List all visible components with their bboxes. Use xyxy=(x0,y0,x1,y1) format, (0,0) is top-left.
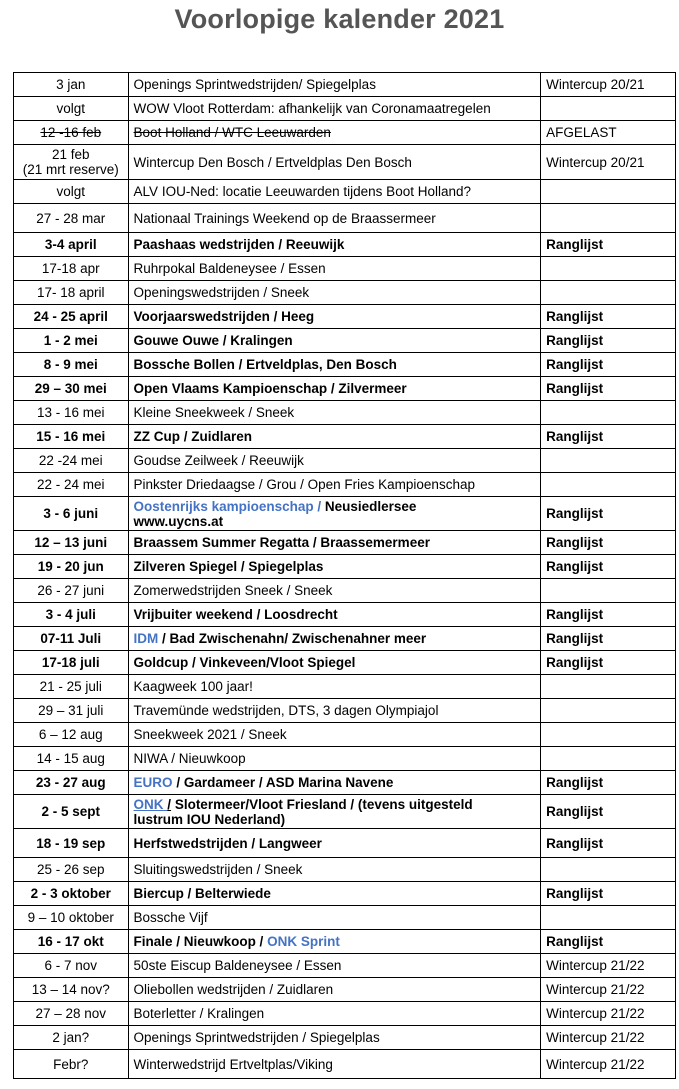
event-category: Ranglijst xyxy=(541,497,676,531)
event-date: 2 jan? xyxy=(14,1026,129,1050)
event-date: 27 - 28 mar xyxy=(14,204,129,233)
event-name xyxy=(128,699,541,723)
event-category: Ranglijst xyxy=(541,627,676,651)
table-row xyxy=(14,353,676,377)
event-name xyxy=(128,906,541,930)
event-name xyxy=(128,930,541,954)
event-name-segment: Finale / Nieuwkoop / xyxy=(133,934,268,949)
event-date: 07-11 Juli xyxy=(14,627,129,651)
table-row xyxy=(14,180,676,204)
event-category: Ranglijst xyxy=(541,795,676,829)
table-row xyxy=(14,978,676,1002)
table-row xyxy=(14,906,676,930)
event-category: Ranglijst xyxy=(541,305,676,329)
event-name xyxy=(128,579,541,603)
table-row xyxy=(14,603,676,627)
event-name xyxy=(128,531,541,555)
event-date: 13 - 16 mei xyxy=(14,401,129,425)
event-name-segment: Kaagweek 100 jaar! xyxy=(133,679,253,694)
table-row xyxy=(14,1002,676,1026)
event-date: 17-18 juli xyxy=(14,651,129,675)
event-category xyxy=(541,180,676,204)
event-category xyxy=(541,675,676,699)
event-date: volgt xyxy=(14,97,129,121)
event-category: Ranglijst xyxy=(541,555,676,579)
event-name-segment: ZZ Cup / Zuidlaren xyxy=(133,429,253,444)
event-name xyxy=(128,233,541,257)
event-name xyxy=(128,795,541,829)
event-category: Ranglijst xyxy=(541,829,676,858)
event-name xyxy=(128,1002,541,1026)
event-date: 8 - 9 mei xyxy=(14,353,129,377)
table-row xyxy=(14,257,676,281)
event-name-segment: Zomerwedstrijden Sneek / Sneek xyxy=(133,583,333,598)
event-name-segment: Oostenrijks kampioenschap / xyxy=(133,498,325,514)
event-category: Ranglijst xyxy=(541,531,676,555)
event-name-segment: Open Vlaams Kampioenschap / Zilvermeer xyxy=(133,381,407,396)
event-name xyxy=(128,978,541,1002)
event-name-segment: Winterwedstrijd Ertveltplas/Viking xyxy=(133,1056,333,1072)
event-date: 29 – 31 juli xyxy=(14,699,129,723)
event-category xyxy=(541,906,676,930)
event-name xyxy=(128,829,541,858)
event-name xyxy=(128,675,541,699)
event-category: Ranglijst xyxy=(541,771,676,795)
table-row xyxy=(14,473,676,497)
event-name-segment: Herfstwedstrijden / Langweer xyxy=(133,835,322,851)
event-date: 1 - 2 mei xyxy=(14,329,129,353)
table-row xyxy=(14,627,676,651)
event-category: Wintercup 21/22 xyxy=(541,1050,676,1079)
event-date: 2 - 5 sept xyxy=(14,795,129,829)
table-row xyxy=(14,829,676,858)
table-row xyxy=(14,145,676,180)
event-name-segment: Sneekweek 2021 / Sneek xyxy=(133,727,287,742)
event-category xyxy=(541,257,676,281)
table-row xyxy=(14,73,676,97)
event-date: 29 – 30 mei xyxy=(14,377,129,401)
table-row xyxy=(14,675,676,699)
event-date: 17- 18 april xyxy=(14,281,129,305)
event-date: 21 feb (21 mrt reserve) xyxy=(14,145,129,180)
event-category: Wintercup 21/22 xyxy=(541,954,676,978)
event-category xyxy=(541,281,676,305)
event-name xyxy=(128,449,541,473)
event-name-segment: Kleine Sneekweek / Sneek xyxy=(133,405,295,420)
event-category: Ranglijst xyxy=(541,603,676,627)
event-name-segment: Oliebollen wedstrijden / Zuidlaren xyxy=(133,982,334,997)
event-name xyxy=(128,555,541,579)
table-row xyxy=(14,555,676,579)
event-date: 16 - 17 okt xyxy=(14,930,129,954)
table-row xyxy=(14,795,676,829)
event-category: Ranglijst xyxy=(541,233,676,257)
event-name xyxy=(128,204,541,233)
calendar-body xyxy=(14,73,676,1079)
table-row xyxy=(14,858,676,882)
event-date: 23 - 27 aug xyxy=(14,771,129,795)
event-date: 14 - 15 aug xyxy=(14,747,129,771)
event-name-segment: lustrum IOU Nederland) xyxy=(133,811,286,827)
event-category: Ranglijst xyxy=(541,882,676,906)
event-category xyxy=(541,473,676,497)
event-name xyxy=(128,73,541,97)
event-name-segment: Openings Sprintwedstrijden / Spiegelplas xyxy=(133,1030,380,1045)
event-name xyxy=(128,603,541,627)
event-date: 19 - 20 jun xyxy=(14,555,129,579)
event-name xyxy=(128,1050,541,1079)
page-title: Voorlopige kalender 2021 xyxy=(174,4,505,34)
event-date: 12 -16 feb xyxy=(14,121,129,145)
event-name-segment: / Bad Zwischenahn/ Zwischenahner meer xyxy=(158,631,427,646)
event-name-segment: Openings Sprintwedstrijden/ Spiegelplas xyxy=(133,77,376,92)
event-category: Wintercup 20/21 xyxy=(541,73,676,97)
table-row xyxy=(14,233,676,257)
event-category xyxy=(541,97,676,121)
event-name xyxy=(128,401,541,425)
event-name-segment: Gouwe Ouwe / Kralingen xyxy=(133,333,293,348)
event-category xyxy=(541,401,676,425)
event-name xyxy=(128,473,541,497)
event-name xyxy=(128,497,541,531)
event-name xyxy=(128,97,541,121)
event-name xyxy=(128,1026,541,1050)
event-category xyxy=(541,449,676,473)
event-category: Ranglijst xyxy=(541,329,676,353)
table-row xyxy=(14,377,676,401)
event-name-segment: 50ste Eiscup Baldeneysee / Essen xyxy=(133,958,342,973)
event-category: Wintercup 21/22 xyxy=(541,978,676,1002)
table-row xyxy=(14,97,676,121)
event-date: 22 - 24 mei xyxy=(14,473,129,497)
event-date: Febr? xyxy=(14,1050,129,1079)
event-name xyxy=(128,145,541,180)
event-name xyxy=(128,723,541,747)
event-name-segment: Vrijbuiter weekend / Loosdrecht xyxy=(133,607,338,622)
event-date: 13 – 14 nov? xyxy=(14,978,129,1002)
table-row xyxy=(14,329,676,353)
event-name xyxy=(128,882,541,906)
event-name xyxy=(128,771,541,795)
event-date: 15 - 16 mei xyxy=(14,425,129,449)
event-date: 3-4 april xyxy=(14,233,129,257)
event-category: Wintercup 21/22 xyxy=(541,1026,676,1050)
event-category: Ranglijst xyxy=(541,353,676,377)
table-row xyxy=(14,651,676,675)
table-row xyxy=(14,930,676,954)
event-name-segment: NIWA / Nieuwkoop xyxy=(133,751,246,766)
event-name-segment: Voorjaarswedstrijden / Heeg xyxy=(133,309,315,324)
event-name xyxy=(128,121,541,145)
event-name-segment: Boot Holland / WTC Leeuwarden xyxy=(133,125,331,140)
event-category: Ranglijst xyxy=(541,930,676,954)
event-name xyxy=(128,329,541,353)
event-date: 3 - 4 juli xyxy=(14,603,129,627)
table-row xyxy=(14,204,676,233)
event-name xyxy=(128,281,541,305)
event-category: AFGELAST xyxy=(541,121,676,145)
table-row xyxy=(14,1026,676,1050)
event-name-segment: IDM xyxy=(133,631,159,646)
event-category xyxy=(541,723,676,747)
event-date: 25 - 26 sep xyxy=(14,858,129,882)
event-name-segment: WOW Vloot Rotterdam: afhankelijk van Coronamaatregelen xyxy=(133,101,491,116)
table-row xyxy=(14,882,676,906)
event-date: 26 - 27 juni xyxy=(14,579,129,603)
event-name-segment: Ruhrpokal Baldeneysee / Essen xyxy=(133,261,326,276)
table-row xyxy=(14,497,676,531)
event-name xyxy=(128,954,541,978)
event-category: Ranglijst xyxy=(541,425,676,449)
event-name-segment: Neusiedlersee xyxy=(324,498,417,514)
event-date: 3 - 6 juni xyxy=(14,497,129,531)
event-name-segment: Pinkster Driedaagse / Grou / Open Fries Kampioenschap xyxy=(133,477,475,492)
event-name-segment[interactable]: ONK xyxy=(133,796,168,812)
event-date: 17-18 apr xyxy=(14,257,129,281)
table-row xyxy=(14,449,676,473)
event-date: 24 - 25 april xyxy=(14,305,129,329)
event-date: 9 – 10 oktober xyxy=(14,906,129,930)
event-category xyxy=(541,858,676,882)
event-name xyxy=(128,747,541,771)
event-name-segment: Goudse Zeilweek / Reeuwijk xyxy=(133,453,304,468)
table-row xyxy=(14,747,676,771)
table-row xyxy=(14,699,676,723)
event-name xyxy=(128,180,541,204)
table-row xyxy=(14,771,676,795)
event-name xyxy=(128,651,541,675)
event-name xyxy=(128,377,541,401)
event-name-segment: EURO xyxy=(133,775,173,790)
event-name-segment: Braassem Summer Regatta / Braassemermeer xyxy=(133,535,430,550)
table-row xyxy=(14,121,676,145)
table-row xyxy=(14,401,676,425)
event-name-segment: www.uycns.at xyxy=(133,513,224,529)
event-category xyxy=(541,699,676,723)
table-row xyxy=(14,425,676,449)
event-category xyxy=(541,204,676,233)
event-date: 27 – 28 nov xyxy=(14,1002,129,1026)
event-category xyxy=(541,579,676,603)
event-category: Wintercup 20/21 xyxy=(541,145,676,180)
event-name-segment: Wintercup Den Bosch / Ertveldplas Den Bosch xyxy=(133,154,412,170)
event-name xyxy=(128,425,541,449)
table-row xyxy=(14,579,676,603)
event-name-segment: Biercup / Belterwiede xyxy=(133,886,271,901)
table-row xyxy=(14,723,676,747)
event-name-segment: Paashaas wedstrijden / Reeuwijk xyxy=(133,237,345,252)
table-row xyxy=(14,1050,676,1079)
event-name-segment: ALV IOU-Ned: locatie Leeuwarden tijdens Boot Holland? xyxy=(133,184,471,199)
event-date: 18 - 19 sep xyxy=(14,829,129,858)
event-name-segment: Boterletter / Kralingen xyxy=(133,1006,265,1021)
table-row xyxy=(14,531,676,555)
event-date: 2 - 3 oktober xyxy=(14,882,129,906)
event-date: 6 – 12 aug xyxy=(14,723,129,747)
event-category: Ranglijst xyxy=(541,377,676,401)
event-name-segment: ONK Sprint xyxy=(267,934,340,949)
event-date: 22 -24 mei xyxy=(14,449,129,473)
event-name-segment: Sluitingswedstrijden / Sneek xyxy=(133,862,303,877)
event-date: 21 - 25 juli xyxy=(14,675,129,699)
event-name-segment: Travemünde wedstrijden, DTS, 3 dagen Olympiajol xyxy=(133,703,439,718)
event-name xyxy=(128,627,541,651)
table-row xyxy=(14,305,676,329)
event-date: 3 jan xyxy=(14,73,129,97)
event-date: 12 – 13 juni xyxy=(14,531,129,555)
table-row xyxy=(14,281,676,305)
event-name xyxy=(128,305,541,329)
event-name-segment: Zilveren Spiegel / Spiegelplas xyxy=(133,559,324,574)
event-name-segment: Slotermeer/Vloot Friesland / (tevens uitgesteld xyxy=(171,796,473,812)
table-row xyxy=(14,954,676,978)
event-name xyxy=(128,858,541,882)
event-name-segment: / Gardameer / ASD Marina Navene xyxy=(172,775,394,790)
event-name xyxy=(128,353,541,377)
event-category xyxy=(541,747,676,771)
calendar-table xyxy=(13,72,676,1079)
event-name-segment: Goldcup / Vinkeveen/Vloot Spiegel xyxy=(133,655,356,670)
event-name-segment: / xyxy=(167,796,172,812)
event-date: 6 - 7 nov xyxy=(14,954,129,978)
event-name-segment: Openingswedstrijden / Sneek xyxy=(133,285,310,300)
event-name-segment: Bossche Vijf xyxy=(133,910,208,925)
event-category: Wintercup 21/22 xyxy=(541,1002,676,1026)
event-date: volgt xyxy=(14,180,129,204)
event-name-segment: Bossche Bollen / Ertveldplas, Den Bosch xyxy=(133,357,397,372)
event-category: Ranglijst xyxy=(541,651,676,675)
event-name xyxy=(128,257,541,281)
event-name-segment: Nationaal Trainings Weekend op de Braassermeer xyxy=(133,210,436,226)
